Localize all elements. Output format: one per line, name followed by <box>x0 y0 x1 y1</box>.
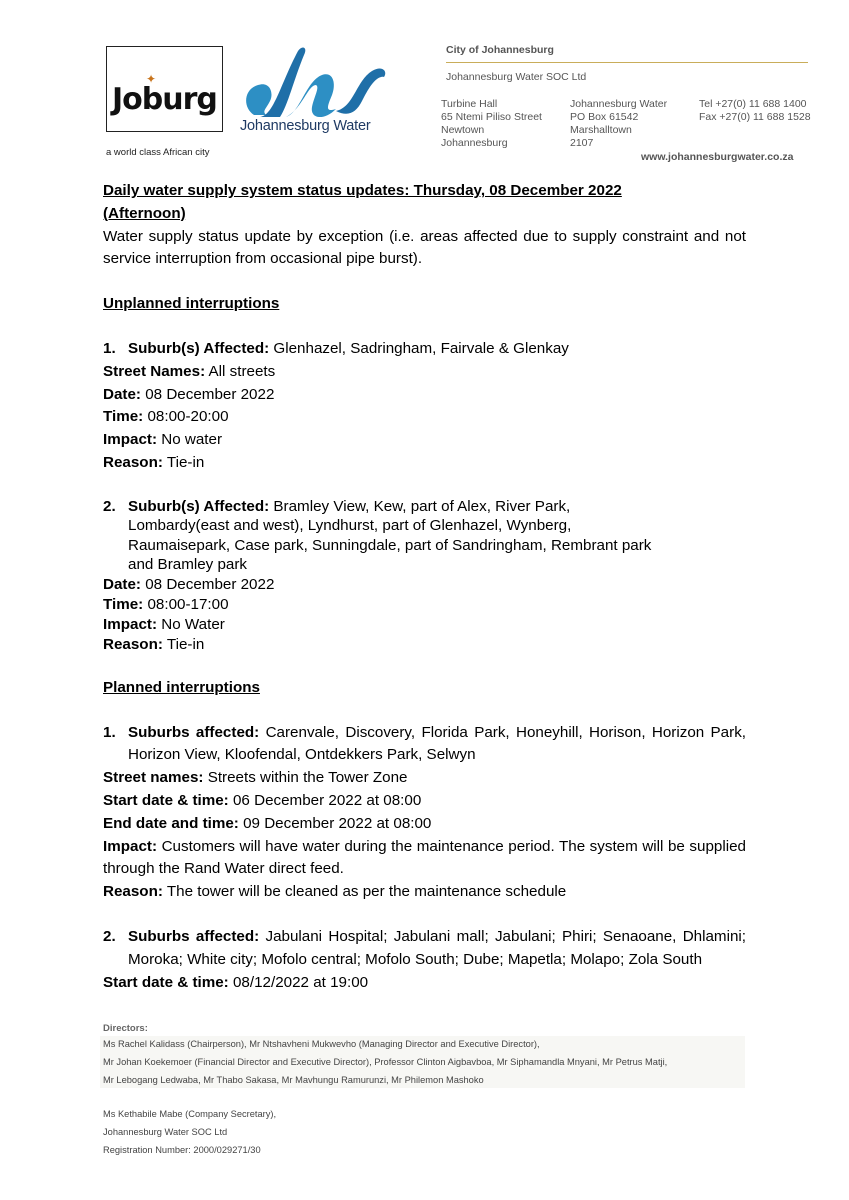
unplanned-item: 2. Suburb(s) Affected: Bramley View, Kew, part of Alex, River Park, Lombardy(east and west), Lyndhurst, part of Glenhazel, Wynberg, Raumaisepark, Case park, Sunningdale, part of Sandringham, Rembrant park and Bramley park <box>103 497 652 574</box>
physical-address: Turbine Hall 65 Ntemi Piliso Street Newtown Johannesburg <box>441 98 542 149</box>
registration-number: Registration Number: 2000/029271/30 <box>103 1145 261 1155</box>
postal-address: Johannesburg Water PO Box 61542 Marshalltown 2107 <box>570 98 668 149</box>
joburg-logo-text: Joburg <box>112 82 217 117</box>
directors-line: Mr Lebogang Ledwaba, Mr Thabo Sakasa, Mr Mavhungu Ramurunzi, Mr Philemon Mashoko <box>103 1075 484 1085</box>
jw-logo-text: Johannesburg Water <box>240 118 371 134</box>
jw-wave-left <box>246 84 271 115</box>
contact-numbers <box>699 98 811 124</box>
planned-item: 1. Suburbs affected: Carenvale, Discovery, Florida Park, Honeyhill, Horison, Horizon Park, Horizon View, Kloofendal, Ontdekkers Park, Selwyn <box>103 723 747 764</box>
document-title-period: (Afternoon) <box>103 204 186 222</box>
company-secretary: Ms Kethabile Mabe (Company Secretary), <box>103 1109 277 1119</box>
directors-line: Mr Johan Koekemoer (Financial Director and Executive Director), Professor Clinton Aigbavboa, Mr Siphamandla Mnyani, Mr Petrus Matji, <box>103 1057 668 1067</box>
footer-company-name: Johannesburg Water SOC Ltd <box>103 1127 228 1137</box>
header-divider <box>446 62 808 63</box>
fax-number: Fax +27(0) 11 688 1528 <box>699 111 811 123</box>
directors-line: Ms Rachel Kalidass (Chairperson), Mr Ntshavheni Mukwevho (Managing Director and Executive Director), <box>103 1039 540 1049</box>
directors-label: Directors: <box>103 1023 148 1034</box>
unplanned-item: 1. Suburb(s) Affected: Glenhazel, Sadringham, Fairvale & Glenkay <box>103 339 569 357</box>
star-icon: ✦ <box>146 72 157 86</box>
intro-text: Water supply status update by exception (i.e. areas affected due to supply constraint and not service interruption from occasional pipe burst). <box>103 227 746 268</box>
city-name: City of Johannesburg <box>446 44 554 56</box>
jw-wave-main <box>260 48 305 117</box>
tel-number: Tel +27(0) 11 688 1400 <box>699 98 807 110</box>
jw-wave-right <box>336 69 385 114</box>
planned-heading: Planned interruptions <box>103 678 260 696</box>
website-link[interactable]: www.johannesburgwater.co.za <box>641 151 794 163</box>
company-name: Johannesburg Water SOC Ltd <box>446 71 587 83</box>
unplanned-heading: Unplanned interruptions <box>103 295 280 313</box>
joburg-tagline: a world class African city <box>106 147 210 158</box>
document-title: Daily water supply system status updates: Thursday, 08 December 2022 <box>103 182 622 199</box>
johannesburg-water-logo <box>240 45 390 121</box>
document-body: Daily water supply system status updates: Thursday, 08 December 2022 (Afternoon) Water supply status update by exception (i.e. areas affected due to supply constraint and not service interruption from occasional pipe burst). Unplanned interruptions 1. Suburb(s) Affected: Glenhazel, Sadringham, Fairvale & Glenkay Street Names: All streets Date: 08 December 2022 Time: 08:00-20:00 Impact: No water Reason: Tie-in 2. Suburb(s) Affected: Bramley View, Kew, part of Alex, River Park, Lombardy(east and west), Lyndhurst, part of Glenhazel, Wynberg, Raumaisepark, Case park, Sunningdale, part of Sandringham, Rembrant park and Bramley park Date: 08 December 2022 Time: 08:00-17:00 Impact: No Water Reason: Tie-in Planned interruptions 1. Suburbs affected: Carenvale, Discovery, Florida Park, Honeyhill, Horison, Horizon Park, Horizon View, Kloofendal, Ontdekkers Park, Selwyn Street names: Streets within the Tower Zone Start date & time: 06 December 2022 at 08:00 End date and time: 09 December 2022 at 08:00 Impact: Customers will have water during the maintenance period. The system will be supplied through the Rand Water direct feed. Reason: The tower will be cleaned as per the maintenance schedule 2. Suburbs affected: Jabulani Hospital; Jabulani mall; Jabulani; Phiri; Senaoane, Dhlamini; Moroka; White city; Mofolo central; Mofolo South; Dube; Mapetla; Molapo; Zola South Start date & time: 08/12/2022 at 19:00 <box>103 182 747 991</box>
planned-item: 2. Suburbs affected: Jabulani Hospital; Jabulani mall; Jabulani; Phiri; Senaoane, Dhlamini; Moroka; White city; Mofolo central; Mofolo South; Dube; Mapetla; Molapo; Zola South <box>103 927 746 968</box>
